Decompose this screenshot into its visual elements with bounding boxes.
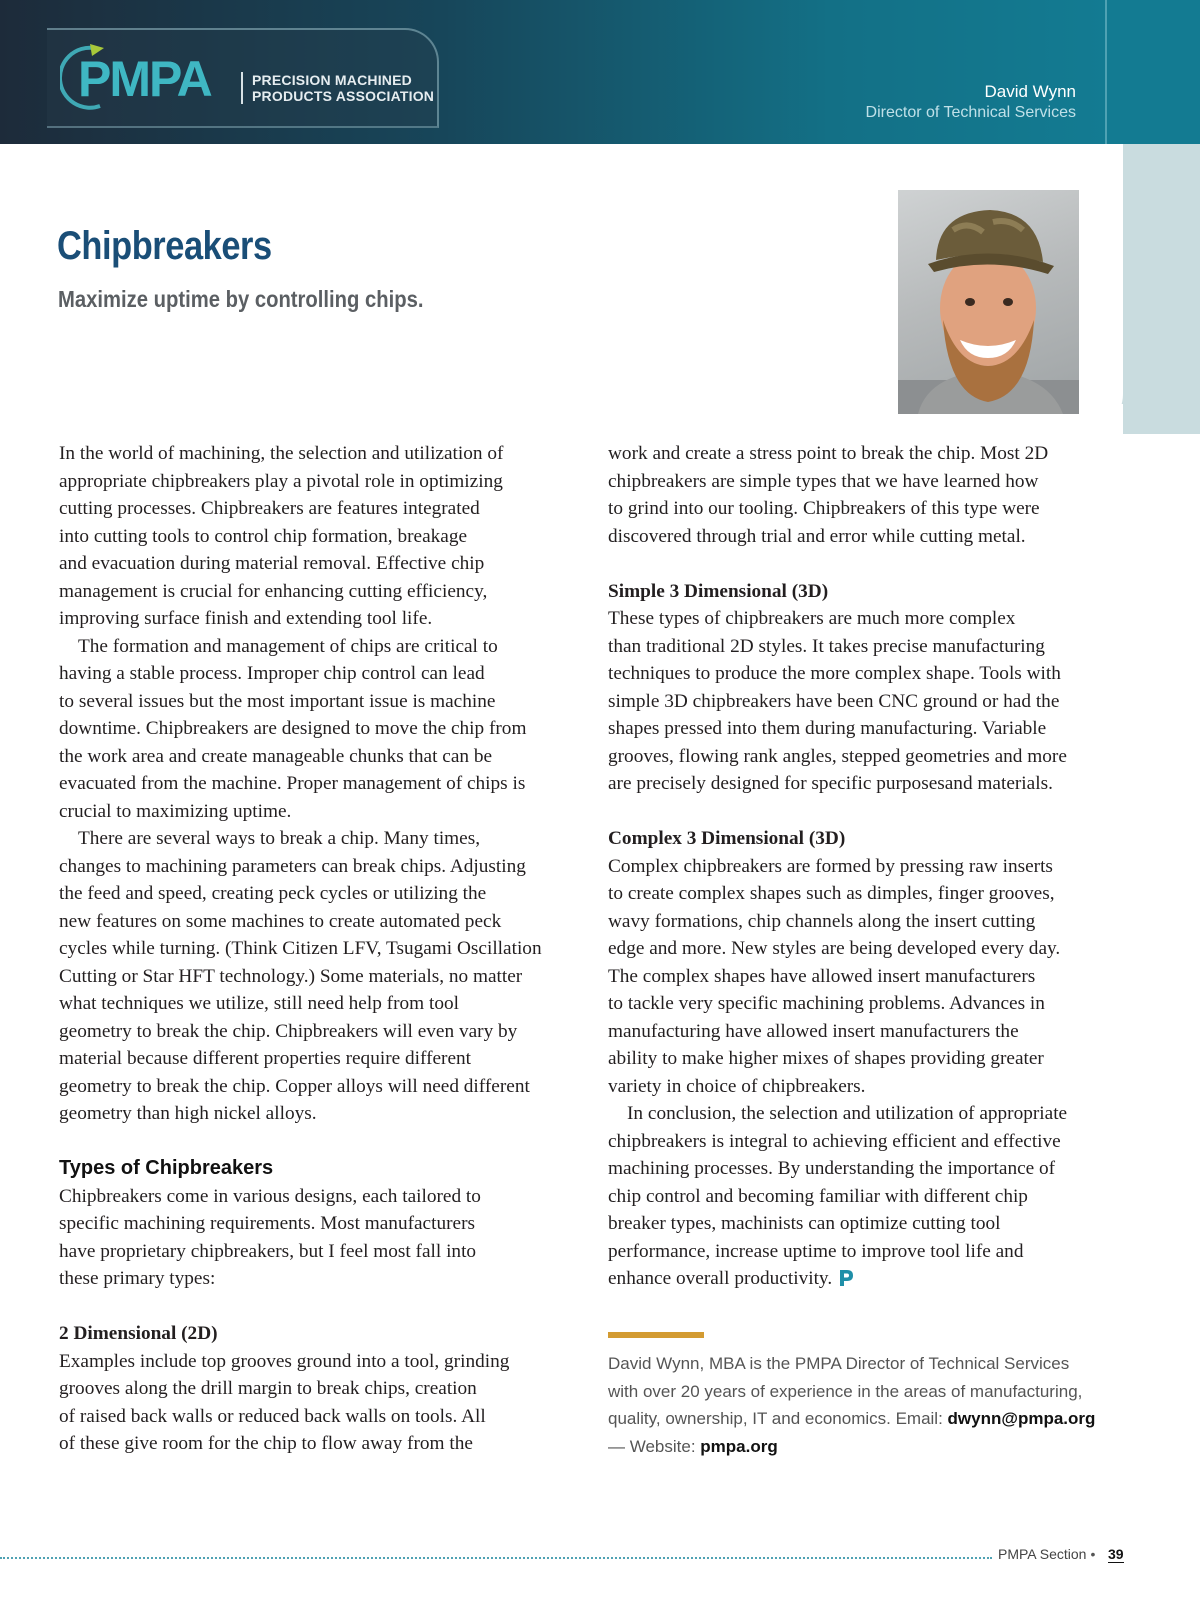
body-text-line: edge and more. New styles are being developed every day. <box>608 938 1061 959</box>
logo-text: PMPA <box>78 51 211 107</box>
body-text-line: evacuated from the machine. Proper management of chips is <box>59 773 526 794</box>
body-text-line: grooves, flowing rank angles, stepped geometries and more <box>608 745 1067 767</box>
bio-line: David Wynn, MBA is the PMPA Director of Technical Services <box>608 1354 1070 1373</box>
org-name-line-2: PRODUCTS ASSOCIATION <box>252 88 435 104</box>
body-text-line: Examples include top grooves ground into a tool, grinding <box>59 1350 510 1372</box>
body-text-line: specific machining requirements. Most manufacturers <box>59 1213 476 1234</box>
header-author-role: Director of Technical Services <box>865 104 1076 121</box>
body-text-line: are precisely designed for specific purposesand materials. <box>608 773 1053 794</box>
body-text-line: simple 3D chipbreakers have been CNC ground or had the <box>608 690 1060 712</box>
body-text-line: having a stable process. Improper chip control can lead <box>59 663 485 684</box>
body-text-line: enhance overall productivity. <box>608 1268 833 1289</box>
body-text-line: The formation and management of chips are critical to <box>78 635 498 657</box>
paragraph-gap <box>59 1293 559 1321</box>
section-heading: Types of Chipbreakers <box>59 1157 274 1179</box>
body-text-line: and evacuation during material removal. Effective chip <box>59 553 485 574</box>
body-text-line: chipbreakers is integral to achieving efficient and effective <box>608 1130 1061 1152</box>
body-text-line: into cutting tools to control chip formation, breakage <box>59 525 468 547</box>
body-text-line: geometry than high nickel alloys. <box>59 1103 317 1124</box>
header-divider <box>1105 0 1107 144</box>
logo-separator <box>241 72 243 104</box>
body-text-line: ability to make higher mixes of shapes providing greater <box>608 1048 1044 1069</box>
footer-section-label <box>998 1546 1099 1562</box>
body-text-line: Cutting or Star HFT technology.) Some materials, no matter <box>59 965 523 987</box>
bio-website-link[interactable]: pmpa.org <box>700 1436 778 1456</box>
body-text-line: downtime. Chipbreakers are designed to move the chip from <box>59 718 527 739</box>
body-text-line: changes to machining parameters can break chips. Adjusting <box>59 855 526 877</box>
body-text-line: the feed and speed, creating peck cycles or utilizing the <box>59 883 487 904</box>
footer-section-text: PMPA Section <box>998 1546 1087 1562</box>
bio-divider <box>608 1332 704 1338</box>
body-text-line: performance, increase uptime to improve tool life and <box>608 1240 1024 1262</box>
page-number: 39 <box>1108 1546 1124 1562</box>
body-text-line: to tackle very specific machining problems. Advances in <box>608 993 1045 1014</box>
body-text-line: Complex chipbreakers are formed by pressing raw inserts <box>608 855 1053 877</box>
body-text-line: new features on some machines to create automated peck <box>59 910 502 932</box>
body-text-line: crucial to maximizing uptime. <box>59 800 292 822</box>
footer-bullet: • <box>1090 1546 1096 1562</box>
author-bio <box>608 1350 1128 1460</box>
body-text-line: shapes pressed into them during manufacturing. Variable <box>608 718 1047 739</box>
paragraph-gap <box>608 550 1118 578</box>
body-text-line: There are several ways to break a chip. Many times, <box>78 828 481 849</box>
bio-email-prefix: quality, ownership, IT and economics. Email: <box>608 1409 948 1428</box>
body-text-line: chip control and becoming familiar with different chip <box>608 1185 1028 1207</box>
body-text-line: In conclusion, the selection and utilization of appropriate <box>627 1103 1068 1124</box>
bio-line <box>608 1433 1128 1461</box>
body-text-line-end <box>608 1265 1118 1293</box>
body-text-line: breaker types, machinists can optimize cutting tool <box>608 1213 1001 1234</box>
bio-email-link[interactable]: dwynn@pmpa.org <box>947 1409 1096 1428</box>
body-text-line: machining processes. By understanding the importance of <box>608 1158 1056 1179</box>
body-text-line: of raised back walls or reduced back walls on tools. All <box>59 1405 486 1427</box>
body-text-line: management is crucial for enhancing cutting efficiency, <box>59 580 488 602</box>
body-text-line: grooves along the drill margin to break chips, creation <box>59 1378 477 1399</box>
body-text-line: to create complex shapes such as dimples, finger grooves, <box>608 883 1055 904</box>
bio-line: with over 20 years of experience in the areas of manufacturing, <box>608 1381 1083 1401</box>
org-name-line-1: PRECISION MACHINED <box>252 72 412 88</box>
body-text-line: these primary types: <box>59 1268 216 1289</box>
article-title: Chipbreakers <box>57 224 272 268</box>
article-right-column <box>608 440 1118 1293</box>
subsection-heading: 2 Dimensional (2D) <box>59 1323 218 1344</box>
body-text-line: Chipbreakers come in various designs, each tailored to <box>59 1185 481 1207</box>
article-subtitle: Maximize uptime by controlling chips. <box>58 286 424 312</box>
body-text-line: have proprietary chipbreakers, but I feel most fall into <box>59 1240 477 1262</box>
header-right-strip <box>1107 0 1200 144</box>
subsection-heading: Complex 3 Dimensional (3D) <box>608 828 846 849</box>
body-text-line: chipbreakers are simple types that we have learned how <box>608 470 1039 492</box>
body-text-line: geometry to break the chip. Chipbreakers will even vary by <box>59 1020 518 1042</box>
body-text-line: The complex shapes have allowed insert manufacturers <box>608 965 1036 987</box>
article-left-column <box>59 440 559 1458</box>
body-text-line: discovered through trial and error while cutting metal. <box>608 525 1026 547</box>
body-text-line: manufacturing have allowed insert manufacturers the <box>608 1020 1019 1042</box>
side-accent-curve <box>1080 144 1123 434</box>
side-accent-panel <box>1123 144 1200 434</box>
body-text-line: In the world of machining, the selection and utilization of <box>59 443 504 464</box>
pmpa-logo[interactable] <box>60 40 240 110</box>
body-text-line: appropriate chipbreakers play a pivotal role in optimizing <box>59 470 503 492</box>
body-text-line: work and create a stress point to break the chip. Most 2D <box>608 443 1049 464</box>
author-portrait-icon <box>898 190 1079 414</box>
header-author-name: David Wynn <box>984 82 1076 101</box>
body-text-line: improving surface finish and extending tool life. <box>59 608 433 629</box>
body-text-line: than traditional 2D styles. It takes precise manufacturing <box>608 635 1045 657</box>
body-text-line: variety in choice of chipbreakers. <box>608 1075 866 1097</box>
body-text-line: cutting processes. Chipbreakers are features integrated <box>59 498 480 519</box>
body-text-line: wavy formations, chip channels along the insert cutting <box>608 910 1036 932</box>
body-text-line: the work area and create manageable chunks that can be <box>59 745 493 767</box>
bio-website-prefix: — Website: <box>608 1436 701 1456</box>
body-text-line: what techniques we utilize, still need help from tool <box>59 993 459 1014</box>
paragraph-gap <box>608 798 1118 826</box>
body-text-line: These types of chipbreakers are much more complex <box>608 608 1016 629</box>
body-text-line: material because different properties require different <box>59 1048 472 1069</box>
footer-dotted-rule <box>0 1557 992 1559</box>
body-text-line: cycles while turning. (Think Citizen LFV, Tsugami Oscillation <box>59 938 542 959</box>
body-text-line: techniques to produce the more complex shape. Tools with <box>608 663 1061 684</box>
body-text-line: to several issues but the most important issue is machine <box>59 690 496 712</box>
end-of-article-icon <box>838 1269 854 1287</box>
body-text-line: geometry to break the chip. Copper alloys will need different <box>59 1075 530 1097</box>
body-text-line: of these give room for the chip to flow away from the <box>59 1433 473 1454</box>
author-photo <box>898 190 1079 414</box>
bio-line <box>608 1405 1128 1433</box>
paragraph-gap <box>59 1128 559 1156</box>
body-text-line: to grind into our tooling. Chipbreakers of this type were <box>608 498 1040 519</box>
subsection-heading: Simple 3 Dimensional (3D) <box>608 580 829 602</box>
